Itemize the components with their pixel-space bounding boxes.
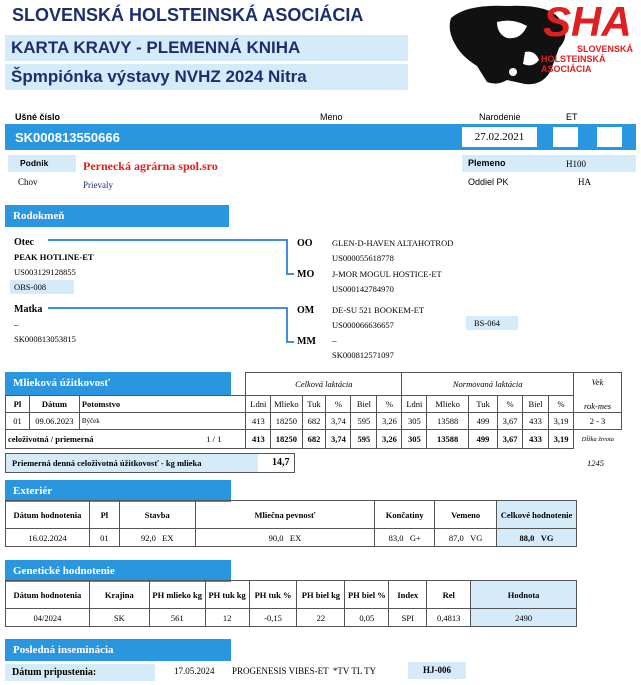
col-datum: Dátum — [29, 396, 79, 413]
insem-bull: PROGENESIS VIBES-ET *TV TL TY — [232, 666, 377, 676]
pedigree-line-otec — [48, 239, 288, 241]
cell: 13588 — [427, 413, 469, 430]
genetic-section: Genetické hodnotenie — [5, 560, 231, 582]
col-n-biel: Biel — [523, 396, 549, 413]
plemeno-value: H100 — [566, 159, 586, 169]
mm-label: MM — [297, 336, 316, 347]
konc-value: 83,0 — [388, 532, 404, 543]
cell: 3,67 — [498, 413, 523, 430]
cell: 3,26 — [377, 413, 402, 430]
col-gen-tuk: PH tuk kg — [205, 581, 249, 609]
vek-header — [574, 373, 622, 413]
cell: 413 — [246, 430, 271, 449]
mo-label: MO — [297, 269, 315, 280]
otec-code: OBS-008 — [10, 280, 74, 294]
cell — [435, 529, 497, 547]
col-ext-celk: Celkové hodnotenie — [497, 501, 577, 529]
col-biel: Biel — [351, 396, 377, 413]
col-tuk: Tuk — [302, 396, 326, 413]
otec-id: US003129128855 — [14, 267, 76, 277]
col-n-mlieko: Mlieko — [427, 396, 469, 413]
lifetime-label: celoživotná / priemerná — [8, 434, 94, 444]
mm-name: – — [332, 336, 337, 346]
cell: 561 — [149, 609, 205, 627]
cell: SK — [89, 609, 149, 627]
table-row — [6, 609, 577, 627]
mliecna-grade: EX — [289, 532, 302, 543]
lifetime-row — [6, 430, 622, 449]
col-ext-vemeno: Vemeno — [435, 501, 497, 529]
cell — [497, 529, 577, 547]
name-label: Meno — [320, 112, 343, 122]
celk-value: 88,0 — [519, 532, 535, 543]
ear-label: Ušné číslo — [15, 112, 61, 122]
pedigree-line-otec-v — [286, 239, 288, 275]
cell: 499 — [468, 413, 497, 430]
cell: 305 — [402, 413, 427, 430]
col-ext-stavba: Stavba — [119, 501, 195, 529]
chov-label: Chov — [18, 177, 38, 187]
cell: 04/2024 — [6, 609, 90, 627]
mo-id: US000142784970 — [332, 284, 394, 294]
podnik-value: Pernecká agrárna spol.sro — [83, 159, 218, 173]
cell: 09.06.2023 — [29, 413, 79, 430]
insem-date: 17.05.2024 — [174, 666, 215, 676]
pedigree-line-matka — [48, 307, 288, 309]
col-n-ldni: Ldni — [402, 396, 427, 413]
cell: 595 — [351, 413, 377, 430]
pedigree-line-matka-v — [286, 307, 288, 343]
col-gen-biel: PH biel kg — [297, 581, 345, 609]
cell: 413 — [246, 413, 271, 430]
col-ext-pl: Pl — [89, 501, 119, 529]
cell: 01 — [6, 413, 30, 430]
org-title: SLOVENSKÁ HOLSTEINSKÁ ASOCIÁCIA — [12, 5, 364, 25]
mo-name: J-MOR MOGUL HOSTICE-ET — [332, 269, 442, 279]
lifetime-count: 1 / 1 — [206, 434, 222, 444]
mm-id: SK000812571097 — [332, 350, 394, 360]
om-id: US000066636657 — [332, 320, 394, 330]
otec-name: PEAK HOTLINE-ET — [14, 252, 94, 262]
cell: 682 — [302, 430, 326, 449]
cell: 682 — [302, 413, 326, 430]
mliecna-value: 90,0 — [268, 532, 284, 543]
vek-unit: rok-mes — [583, 401, 612, 411]
exterier-section: Exteriér — [5, 480, 231, 502]
cell: 305 — [402, 430, 427, 449]
stavba-grade: EX — [162, 532, 174, 543]
cell — [375, 529, 435, 547]
matka-name: – — [14, 320, 19, 330]
col-ldni: Ldni — [246, 396, 271, 413]
sha-logo — [447, 0, 637, 90]
avg-value: 14,7 — [272, 457, 290, 468]
cell: 3,74 — [326, 430, 351, 449]
genetic-table — [5, 580, 577, 627]
cell: 433 — [523, 413, 549, 430]
plemeno-label: Plemeno — [462, 155, 636, 172]
matka-id: SK000813053815 — [14, 334, 76, 344]
table-row — [6, 413, 622, 430]
cell: 433 — [523, 430, 549, 449]
cell: 595 — [351, 430, 377, 449]
col-n-tuk-pct: % — [498, 396, 523, 413]
celk-grade: VG — [540, 532, 554, 543]
pedigree-section: Rodokmeň — [5, 205, 229, 227]
cell: 2490 — [471, 609, 577, 627]
konc-grade: G+ — [409, 532, 421, 543]
chov-value: Prievaly — [83, 180, 113, 190]
cell: 01 — [89, 529, 119, 547]
col-potomstvo: Potomstvo — [79, 396, 245, 413]
col-pl: Pl — [6, 396, 30, 413]
col-ext-datum: Dátum hodnotenia — [6, 501, 90, 529]
dlzka-value: 1245 — [587, 458, 604, 468]
cell: 3,19 — [549, 413, 574, 430]
ear-number: SK000813550666 — [15, 130, 120, 145]
birth-date: 27.02.2021 — [462, 127, 537, 147]
col-mlieko: Mlieko — [271, 396, 302, 413]
cell: 499 — [468, 430, 497, 449]
insem-code: HJ-006 — [408, 662, 466, 679]
col-n-tuk: Tuk — [468, 396, 497, 413]
col-gen-biel-pct: PH biel % — [345, 581, 389, 609]
podnik-label: Podnik — [8, 155, 76, 172]
cell: 0,4813 — [427, 609, 471, 627]
pedigree-line-mm — [286, 341, 294, 343]
card-title: KARTA KRAVY - PLEMENNÁ KNIHA — [5, 35, 408, 61]
cell — [195, 529, 375, 547]
col-gen-krajina: Krajina — [89, 581, 149, 609]
cell: 3,26 — [377, 430, 402, 449]
logo-text: SHA — [543, 0, 632, 45]
cell: 2 - 3 — [574, 413, 622, 430]
milk-table — [5, 372, 622, 449]
table-row — [6, 529, 577, 547]
cell: Býček — [79, 413, 245, 430]
col-gen-index: Index — [389, 581, 427, 609]
show-title: Špmpiónka výstavy NVHZ 2024 Nitra — [5, 64, 408, 90]
dlzka-label: Dĺžka života — [581, 435, 614, 443]
avg-box — [5, 453, 295, 473]
cell: 16.02.2024 — [6, 529, 90, 547]
otec-label: Otec — [14, 237, 34, 248]
norm-lact-header: Normovaná laktácia — [402, 373, 574, 396]
cell: -0,15 — [249, 609, 297, 627]
oddiel-label: Oddiel PK — [468, 177, 509, 187]
pedigree-line-mo — [286, 273, 294, 275]
vek-label: Vek — [591, 377, 604, 387]
insem-section: Posledná inseminácia — [5, 639, 231, 661]
exterier-table — [5, 500, 577, 547]
cell: 0,05 — [345, 609, 389, 627]
oo-label: OO — [297, 238, 313, 249]
col-gen-mlieko: PH mlieko kg — [149, 581, 205, 609]
cell: 3,19 — [549, 430, 574, 449]
cell: SPI — [389, 609, 427, 627]
cell: 3,74 — [326, 413, 351, 430]
cell — [119, 529, 195, 547]
lifetime-label-cell — [6, 430, 246, 449]
et-box-2 — [597, 127, 622, 147]
oddiel-value: HA — [578, 177, 591, 187]
cell: 18250 — [271, 430, 302, 449]
vemeno-value: 87,0 — [448, 532, 464, 543]
om-code: BS-064 — [466, 316, 518, 330]
cell: 3,67 — [498, 430, 523, 449]
col-n-biel-pct: % — [549, 396, 574, 413]
oo-id: US000055618778 — [332, 253, 394, 263]
vemeno-grade: VG — [470, 532, 483, 543]
cell: 22 — [297, 609, 345, 627]
col-gen-tuk-pct: PH tuk % — [249, 581, 297, 609]
stavba-value: 92,0 — [140, 532, 156, 543]
col-tuk-pct: % — [326, 396, 351, 413]
et-label: ET — [566, 112, 578, 122]
cell: 13588 — [427, 430, 469, 449]
col-biel-pct: % — [377, 396, 402, 413]
om-name: DE-SU 521 BOOKEM-ET — [332, 305, 425, 315]
logo-sub-2: HOLSTEINSKÁ ASOCIÁCIA — [541, 54, 606, 74]
col-ext-konc: Končatiny — [375, 501, 435, 529]
oo-name: GLEN-D-HAVEN ALTAHOTROD — [332, 238, 454, 248]
cell: 18250 — [271, 413, 302, 430]
total-lact-header: Celková laktácia — [246, 373, 402, 396]
milk-section: Mlieková úžitkovosť — [5, 372, 231, 395]
logo-sub-1: SLOVENSKÁ — [577, 44, 634, 54]
avg-label: Priemerná denná celoživotná úžitkovosť - kg mlieka — [12, 458, 202, 468]
matka-label: Matka — [14, 304, 43, 315]
insem-date-label: Dátum pripustenia: — [12, 667, 97, 678]
col-ext-mliecna: Mliečna pevnosť — [195, 501, 375, 529]
om-label: OM — [297, 305, 315, 316]
col-gen-hodnota: Hodnota — [471, 581, 577, 609]
et-box-1 — [553, 127, 578, 147]
birth-label: Narodenie — [479, 112, 521, 122]
cell: 12 — [205, 609, 249, 627]
col-gen-rel: Rel — [427, 581, 471, 609]
col-gen-datum: Dátum hodnotenia — [6, 581, 90, 609]
